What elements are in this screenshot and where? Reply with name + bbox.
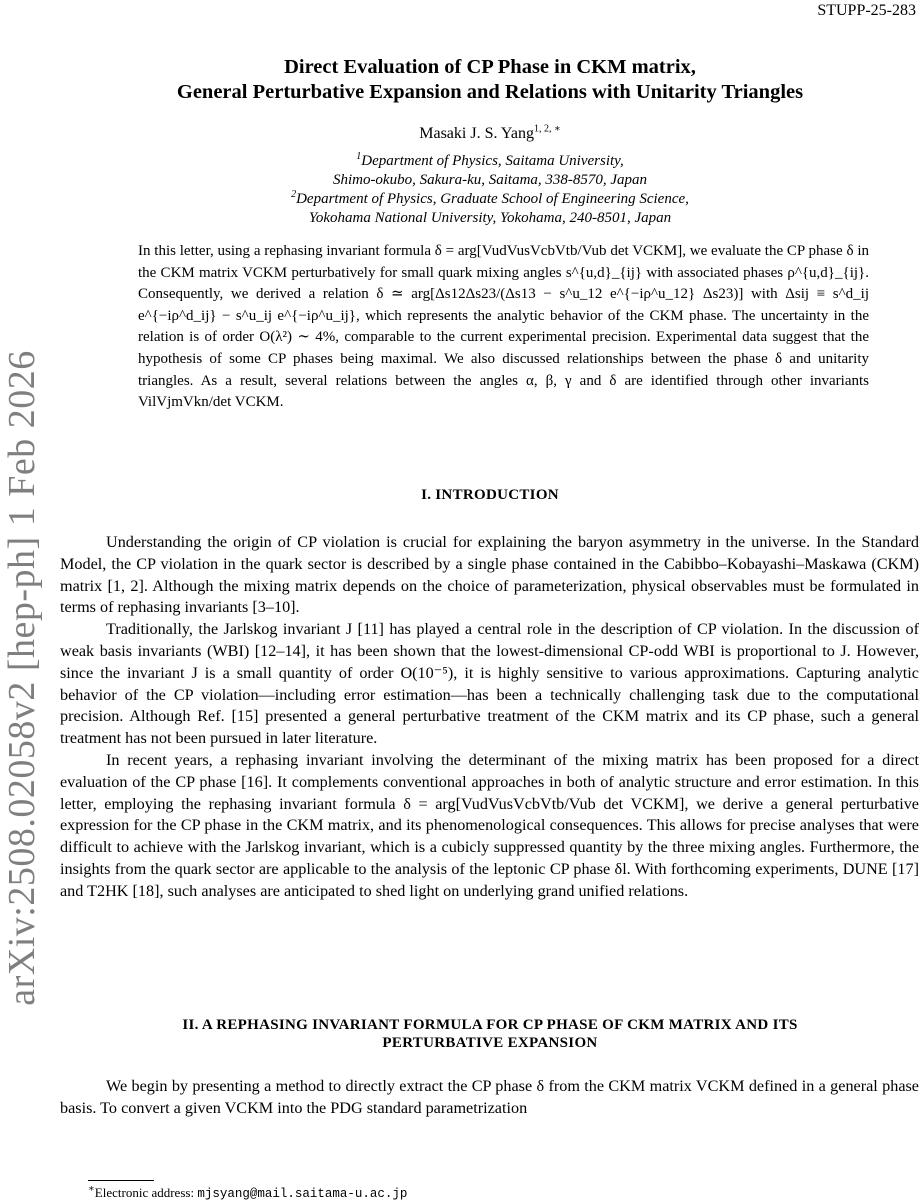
- affiliation-1-line-2: Shimo-okubo, Sakura-ku, Saitama, 338-8570, Japan: [332, 172, 648, 188]
- affiliation-2-line-2: Yokohama National University, Yokohama, 240-8501, Japan: [308, 210, 672, 226]
- affiliation-1: [60, 152, 920, 190]
- affiliation-2-line-1: Department of Physics, Graduate School of Engineering Science,: [296, 191, 689, 207]
- footnote-mark: ∗: [88, 1183, 95, 1195]
- section-heading-2-line-1: II. A REPHASING INVARIANT FORMULA FOR CP PHASE OF CKM MATRIX AND ITS: [182, 1017, 798, 1033]
- abstract: In this letter, using a rephasing invariant formula δ = arg[VudVusVcbVtb/Vub det VCKM], we evaluate the CP phase δ in the CKM matrix VCKM perturbatively for small quark mixing angles s^{u,d}_{ij} with associated phases ρ^{u,d}_{ij}. Consequently, we derived a relation δ ≃ arg[Δs12Δs23/(Δs13 − s^u_12 e^{−iρ^u_12} Δs23)] with Δsij ≡ s^d_ij e^{−iρ^d_ij} − s^u_ij e^{−iρ^u_ij}, which represents the analytic behavior of the CKM phase. The uncertainty in the relation is of order O(λ²) ∼ 4%, comparable to the current experimental precision. Experimental data suggest that the hypothesis of some CP phases being maximal. We also discussed relationships between the phase δ and unitarity triangles. As a result, several relations between the angles α, β, γ and δ are identified through other invariants VilVjmVkn/det VCKM.: [138, 243, 869, 411]
- section-2-body: [60, 1076, 919, 1120]
- paper-title-line-1: Direct Evaluation of CP Phase in CKM matrix,: [284, 56, 696, 78]
- section-heading-introduction: I. INTRODUCTION: [421, 487, 559, 503]
- preprint-number: STUPP-25-283: [817, 2, 916, 19]
- affiliation-2: [60, 190, 920, 228]
- author-marks: 1, 2, ∗: [533, 123, 561, 135]
- footnote: [88, 1185, 407, 1201]
- paper-title-line-2: General Perturbative Expansion and Relations with Unitarity Triangles: [176, 81, 804, 103]
- affiliation-1-mark: 1: [356, 151, 362, 162]
- footnote-label: Electronic address:: [94, 1185, 198, 1200]
- author-line: [60, 125, 920, 143]
- section-heading-2-line-2: PERTURBATIVE EXPANSION: [382, 1035, 598, 1051]
- affiliation-1-line-1: Department of Physics, Saitama University,: [361, 153, 624, 169]
- introduction-body: [60, 532, 919, 903]
- section-heading-2: [60, 1016, 920, 1052]
- author-name: Masaki J. S. Yang: [419, 125, 534, 142]
- intro-paragraph-1: Understanding the origin of CP violation is crucial for explaining the baryon asymmetry in the universe. In the Standard Model, the CP violation in the quark sector is described by a single phase contained in the Cabibbo–Kobayashi–Maskawa (CKM) matrix [1, 2]. Although the mixing matrix depends on the choice of parameterization, physical observables must be formulated in terms of rephasing invariants [3–10].: [60, 533, 919, 617]
- arxiv-sidebar: [1, 350, 43, 1006]
- intro-paragraph-3: In recent years, a rephasing invariant involving the determinant of the mixing matrix has been proposed for a direct evaluation of the CP phase [16]. It complements conventional approaches in both of analytic structure and error estimation. In this letter, employing the rephasing invariant formula δ = arg[VudVusVcbVtb/Vub det VCKM], we derive a general perturbative expression for the CP phase in the CKM matrix, and its phenomenological consequences. This allows for precise analyses that were difficult to achieve with the Jarlskog invariant, which is a cubicly suppressed quantity by the three mixing angles. Furthermore, the insights from the quark sector are applicable to the analysis of the leptonic CP phase δl. With forthcoming experiments, DUNE [17] and T2HK [18], such analyses are anticipated to shed light on underlying grand unified relations.: [60, 750, 919, 900]
- section-2-paragraph-1: We begin by presenting a method to directly extract the CP phase δ from the CKM matrix VCKM defined in a general phase basis. To convert a given VCKM into the PDG standard parametrization: [60, 1077, 919, 1117]
- intro-paragraph-2: Traditionally, the Jarlskog invariant J [11] has played a central role in the description of CP violation. In the discussion of weak basis invariants (WBI) [12–14], it has been shown that the lowest-dimensional CP-odd WBI is proportional to J. However, since the invariant J is a small quantity of order O(10⁻⁵), it is highly sensitive to various approximations. Capturing analytic behavior of the CP violation—including error estimation—has been a technically challenging task due to the computational precision. Although Ref. [15] presented a general perturbative treatment of the CKM matrix and its CP phase, such a general treatment has not been pursued in later literature.: [60, 620, 919, 748]
- footnote-email: mjsyang@mail.saitama-u.ac.jp: [197, 1187, 408, 1201]
- arxiv-stamp: arXiv:2508.02058v2 [hep-ph] 1 Feb 2026: [1, 350, 43, 1006]
- footnote-rule: [88, 1180, 154, 1181]
- affiliation-2-mark: 2: [291, 189, 297, 200]
